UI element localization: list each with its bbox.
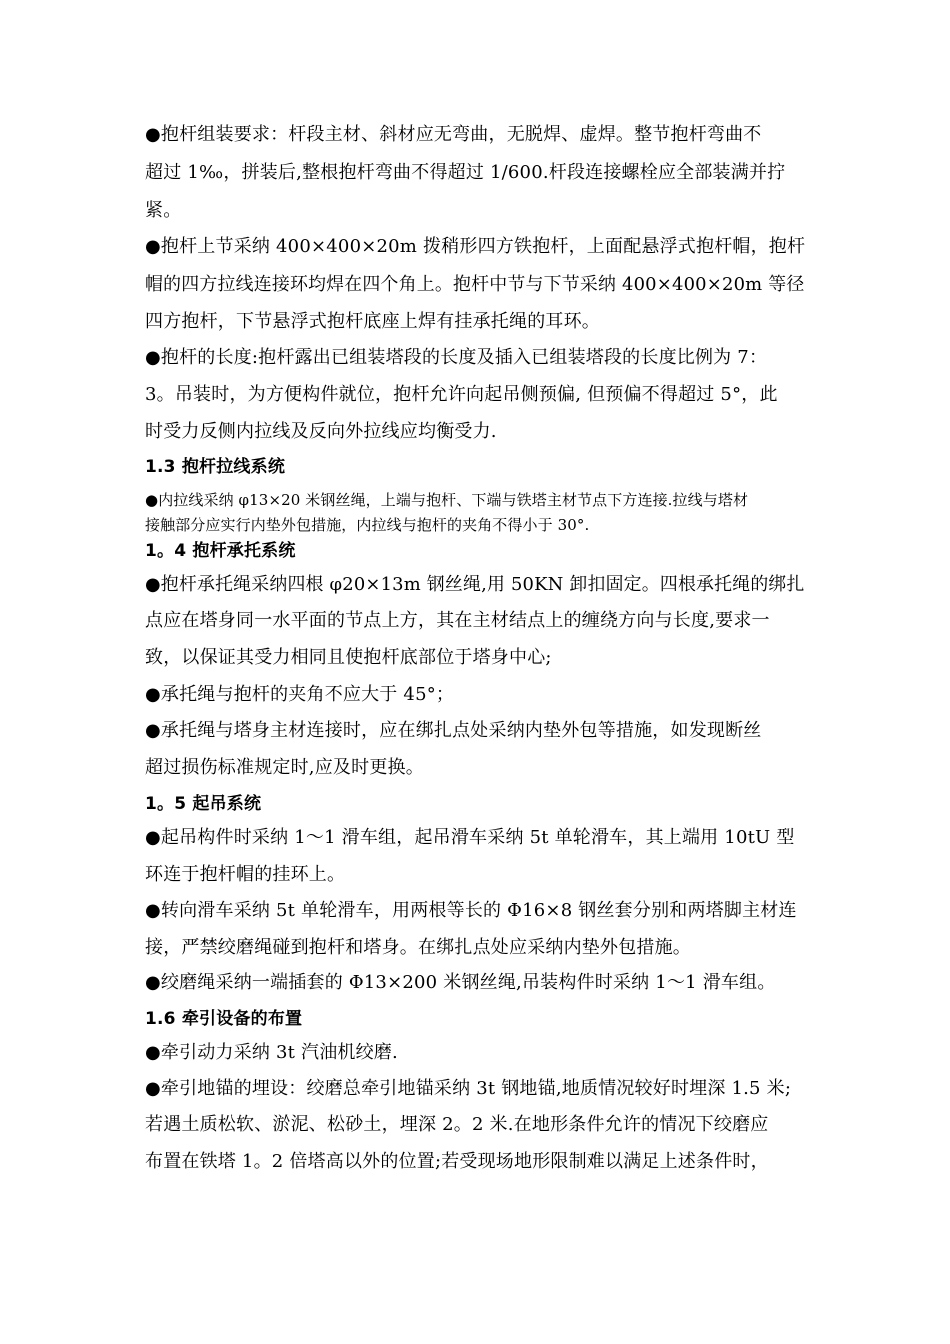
paragraph-line: ●牵引地锚的埋设：绞磨总牵引地锚采纳 3t 钢地锚,地质情况较好时埋深 1.5 米; [145,1078,792,1099]
section-heading: 1.3 抱杆拉线系统 [145,457,286,477]
paragraph-line: 超过 1‰，拼装后,整根抱杆弯曲不得超过 1/600.杆段连接螺栓应全部装满并拧 [145,162,786,183]
paragraph-line: ●绞磨绳采纳一端插套的 Φ13×200 米钢丝绳,吊装构件时采纳 1～1 滑车组。 [145,972,776,993]
paragraph-line: 紧。 [145,200,182,221]
paragraph-line: 致，以保证其受力相同且使抱杆底部位于塔身中心; [145,647,552,668]
paragraph-line: 若遇土质松软、淤泥、松砂土，埋深 2。2 米.在地形条件允许的情况下绞磨应 [145,1114,769,1135]
paragraph-line: ●承托绳与塔身主材连接时，应在绑扎点处采纳内垫外包等措施，如发现断丝 [145,720,762,741]
paragraph-line: 超过损伤标准规定时,应及时更换。 [145,757,424,778]
paragraph-line: ●抱杆上节采纳 400×400×20m 拨稍形四方铁抱杆，上面配悬浮式抱杆帽，抱杆 [145,236,806,257]
paragraph-line: 点应在塔身同一水平面的节点上方，其在主材结点上的缠绕方向与长度,要求一 [145,610,770,631]
paragraph-line: ●转向滑车采纳 5t 单轮滑车，用两根等长的 Φ16×8 钢丝套分别和两塔脚主材连 [145,900,797,921]
paragraph-line: ●抱杆组装要求：杆段主材、斜材应无弯曲，无脱焊、虚焊。整节抱杆弯曲不 [145,124,762,145]
paragraph-line: ●抱杆承托绳采纳四根 φ20×13m 钢丝绳,用 50KN 卸扣固定。四根承托绳的绑扎 [145,574,805,595]
section-heading: 1。4 抱杆承托系统 [145,541,296,561]
paragraph-line: 环连于抱杆帽的挂环上。 [145,864,346,885]
paragraph-line: ●内拉线采纳 φ13×20 米钢丝绳，上端与抱杆、下端与铁塔主材节点下方连接.拉线与塔材 [145,491,749,509]
paragraph-line: 3。吊装时，为方便构件就位，抱杆允许向起吊侧预偏, 但预偏不得超过 5°，此 [145,384,778,405]
paragraph-line: ●牵引动力采纳 3t 汽油机绞磨. [145,1042,398,1063]
paragraph-line: ●抱杆的长度:抱杆露出已组装塔段的长度及插入已组装塔段的长度比例为 7： [145,347,768,368]
section-heading: 1。5 起吊系统 [145,794,262,814]
paragraph-line: 接触部分应实行内垫外包措施，内拉线与抱杆的夹角不得小于 30°. [145,516,590,534]
paragraph-line: 四方抱杆，下节悬浮式抱杆底座上焊有挂承托绳的耳环。 [145,311,600,332]
paragraph-line: 时受力反侧内拉线及反向外拉线应均衡受力. [145,421,497,442]
paragraph-line: ●承托绳与抱杆的夹角不应大于 45°； [145,684,455,705]
paragraph-line: 接，严禁绞磨绳碰到抱杆和塔身。在绑扎点处应采纳内垫外包措施。 [145,937,691,958]
section-heading: 1.6 牵引设备的布置 [145,1009,303,1029]
paragraph-line: 帽的四方拉线连接环均焊在四个角上。抱杆中节与下节采纳 400×400×20m 等径 [145,274,805,295]
paragraph-line: ●起吊构件时采纳 1～1 滑车组，起吊滑车采纳 5t 单轮滑车，其上端用 10tU 型 [145,827,795,848]
paragraph-line: 布置在铁塔 1。2 倍塔高以外的位置;若受现场地形限制难以满足上述条件时， [145,1151,769,1172]
